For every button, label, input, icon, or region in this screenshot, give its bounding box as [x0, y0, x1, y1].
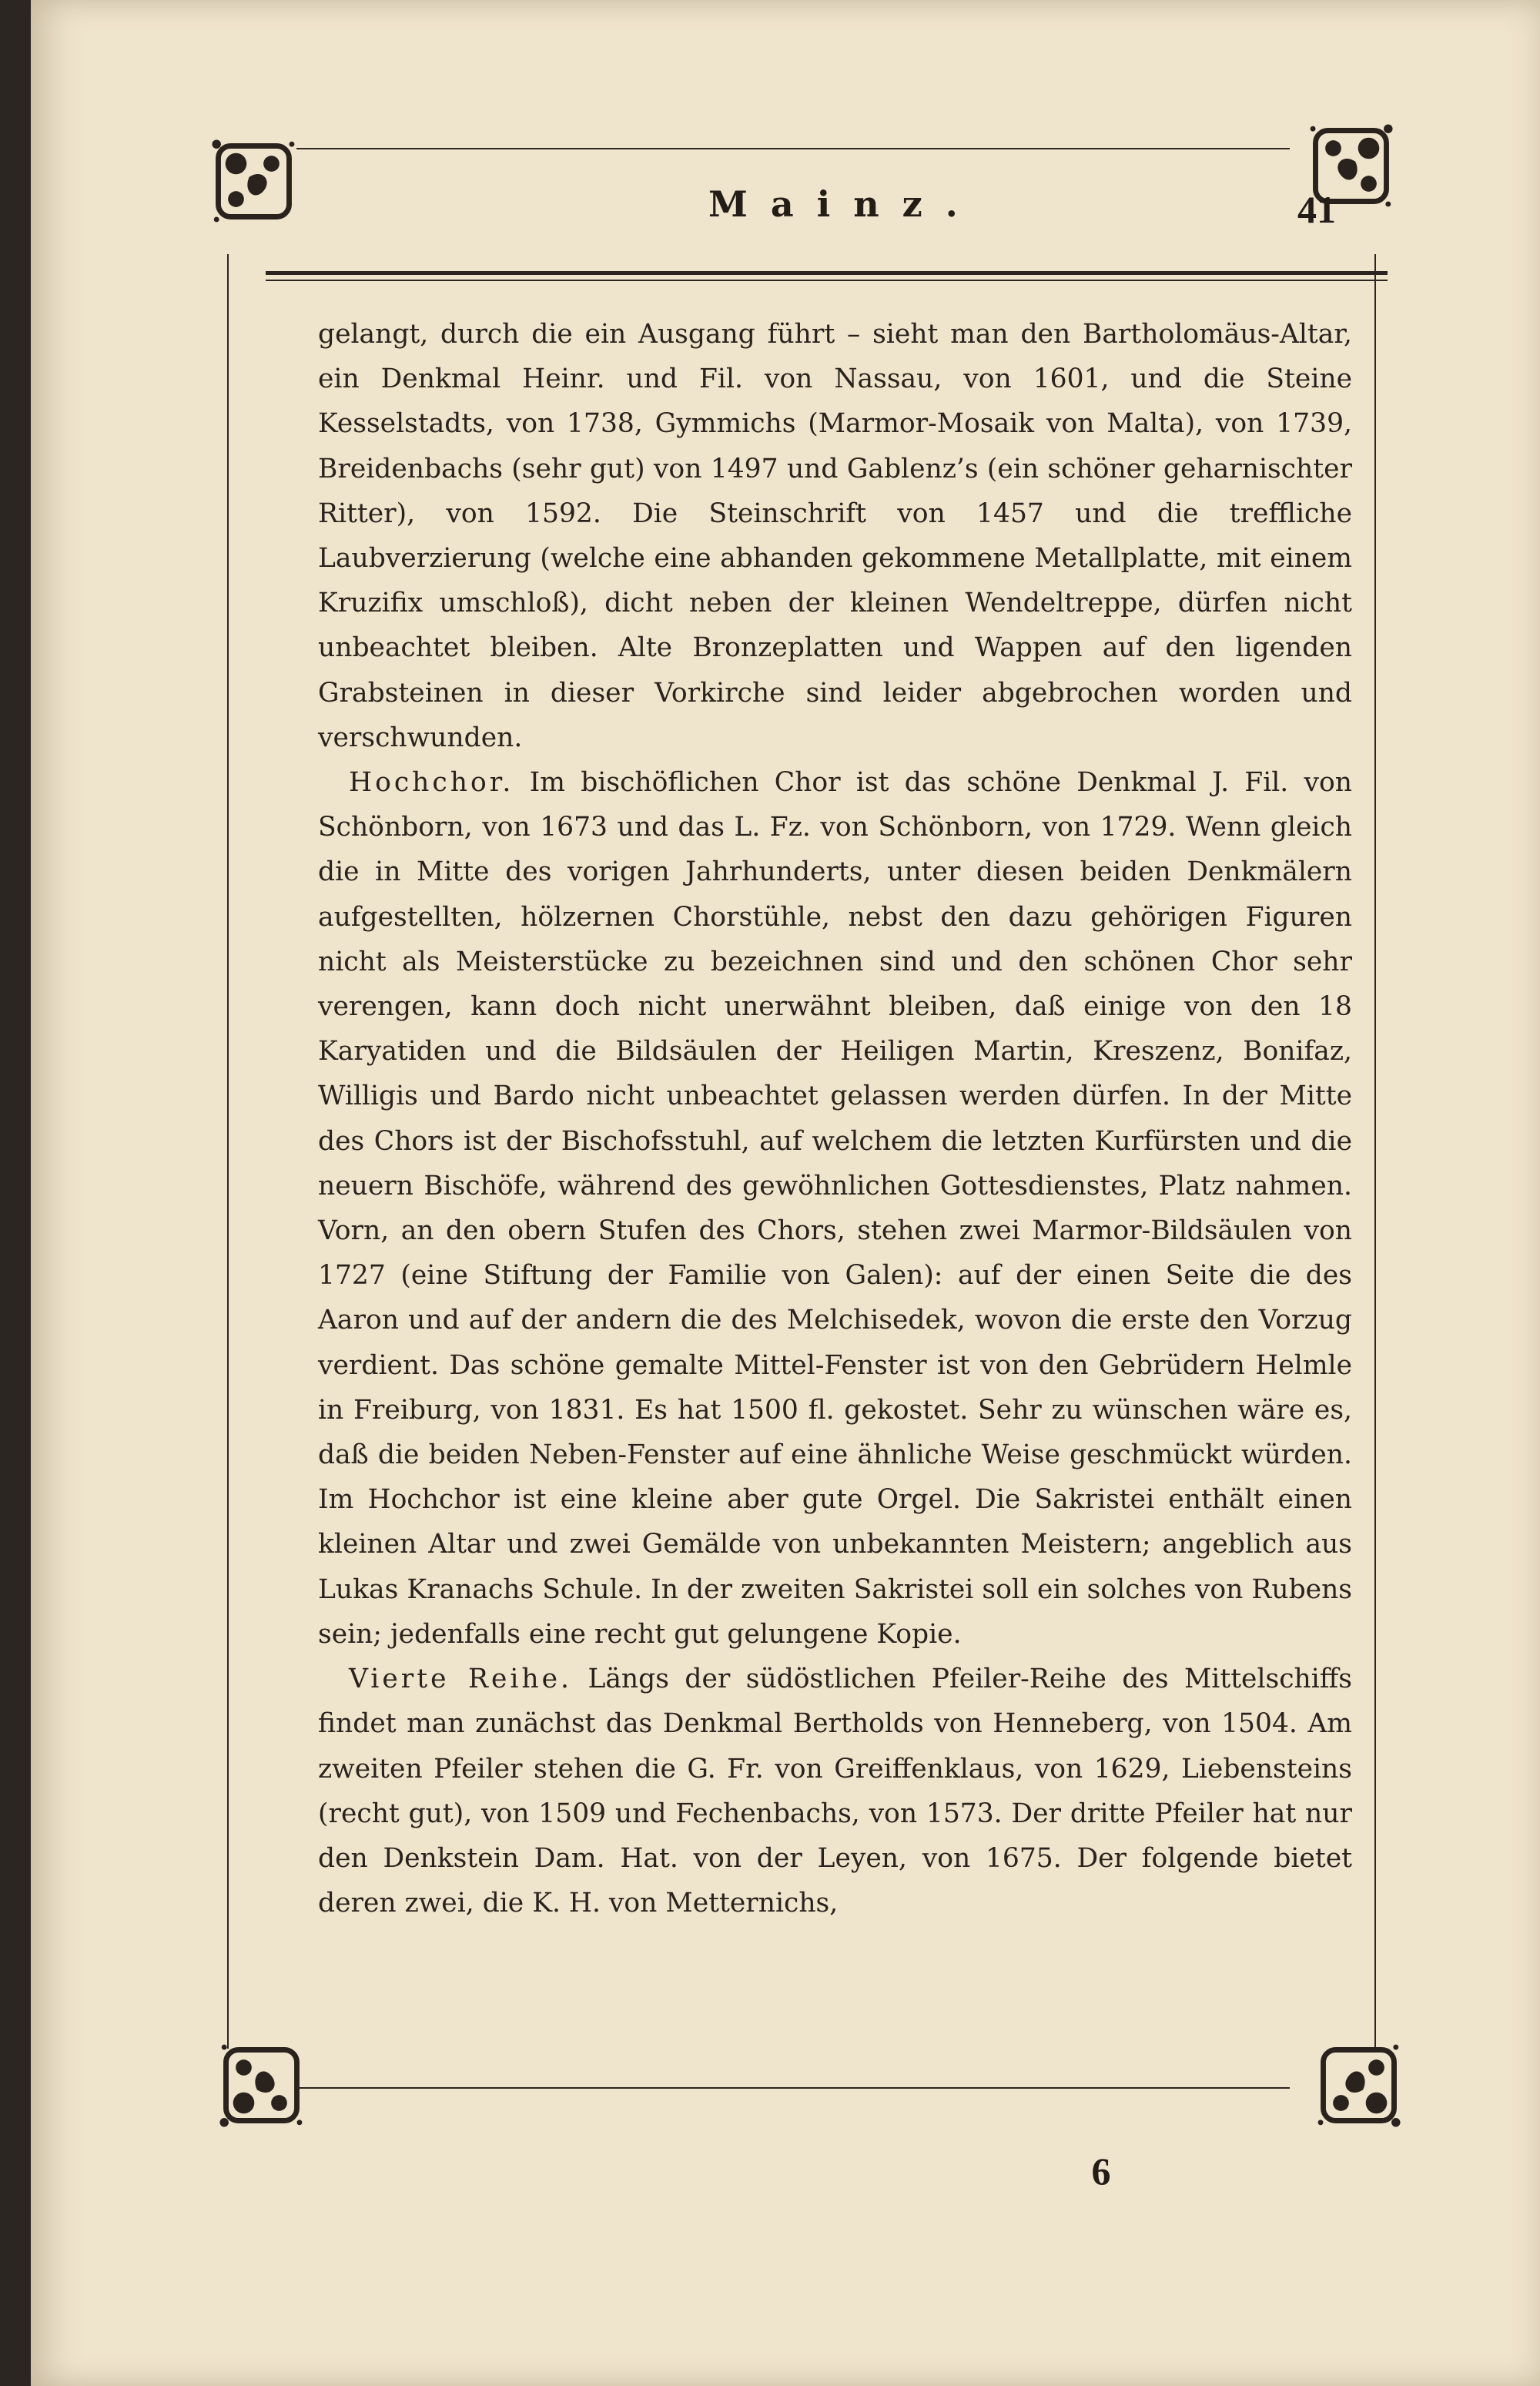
running-title: Mainz. — [708, 183, 981, 225]
top-rule — [296, 148, 1290, 149]
bottom-rule — [296, 2087, 1290, 2089]
body-text — [318, 312, 1352, 1925]
paragraph-3 — [318, 1657, 1352, 1925]
left-rule — [227, 254, 229, 2049]
page-number: 41 — [1297, 188, 1336, 231]
header-rule-thin — [266, 280, 1388, 281]
right-rule — [1374, 254, 1376, 2049]
corner-ornament-bottom-left-icon — [217, 2041, 306, 2130]
book-page — [31, 0, 1540, 2386]
paragraph-1 — [318, 312, 1352, 760]
paragraph-text: Im bischöflichen Chor ist das schöne Denkmal J. Fil. von Schönborn, von 1673 und das L. Fz. von Schönborn, von 1729. Wenn gleich die in Mitte des vorigen Jahrhunderts, unter diesen beiden Denkmälern aufgestellten, hölzernen Chorstühle, nebst den dazu gehörigen Figuren nicht als Meisterstücke zu bezeichnen sind und den schönen Chor sehr verengen, kann doch nicht unerwähnt bleiben, daß einige von den 18 Karyatiden und die Bildsäulen der Heiligen Martin, Kreszenz, Bonifaz, Willigis und Bardo nicht unbeachtet gelassen werden dürfen. In der Mitte des Chors ist der Bischofsstuhl, auf welchem die letzten Kurfürsten und die neuern Bischöfe, während des gewöhnlichen Gottesdienstes, Platz nahmen. Vorn, an den obern Stufen des Chors, stehen zwei Marmor-Bildsäulen von 1727 (eine Stiftung der Familie von Galen): auf der einen Seite die des Aaron und auf der andern die des Melchisedek, wovon die erste den Vorzug verdient. Das schöne gemalte Mittel-Fenster ist von den Gebrüdern Helmle in Freiburg, von 1831. Es hat 1500 fl. gekostet. Sehr zu wünschen wäre es, daß die beiden Neben-Fenster auf eine ähnliche Weise geschmückt würden. Im Hochchor ist eine kleine aber gute Orgel. Die Sakristei enthält einen kleinen Altar und zwei Gemälde von unbekannten Meistern; angeblich aus Lukas Kranachs Schule. In der zweiten Sakristei soll ein solches von Rubens sein; jedenfalls eine recht gut gelungene Kopie. — [318, 767, 1352, 1650]
paragraph-text: Längs der südöstlichen Pfeiler-Reihe des Mittelschiffs findet man zunächst das Denkmal Bertholds von Henneberg, von 1504. Am zweiten Pfeiler stehen die G. Fr. von Greiffenklaus, von 1629, Liebensteins (recht gut), von 1509 und Fechenbachs, von 1573. Der dritte Pfeiler hat nur den Denkstein Dam. Hat. von der Leyen, von 1675. Der folgende bietet deren zwei, die K. H. von Metternichs, — [318, 1664, 1353, 1919]
header-rule-thick — [266, 271, 1388, 275]
corner-ornament-top-left-icon — [209, 137, 298, 226]
signature-mark: 6 — [1091, 2150, 1111, 2193]
paragraph-2 — [318, 760, 1352, 1657]
corner-ornament-bottom-right-icon — [1314, 2041, 1403, 2130]
paragraph-text: gelangt, durch die ein Ausgang führt – sieht man den Bartholomäus-Altar, ein Denkmal Heinr. und Fil. von Nassau, von 1601, und die Steine Kesselstadts, von 1738, Gymmichs (Marmor-Mosaik von Malta), von 1739, Breidenbachs (sehr gut) von 1497 und Gablenz’s (ein schöner geharnischter Ritter), von 1592. Die Steinschrift von 1457 und die treffliche Laubverzierung (welche eine abhanden gekommene Metallplatte, mit einem Kruzifix umschloß), dicht neben der kleinen Wendeltreppe, dürfen nicht unbeachtet bleiben. Alte Bronzeplatten und Wappen auf den ligenden Grabsteinen in dieser Vorkirche sind leider abgebrochen worden und verschwunden. — [318, 319, 1352, 753]
paragraph-lead: Vierte Reihe. — [349, 1664, 572, 1695]
paragraph-lead: Hochchor. — [349, 767, 514, 799]
